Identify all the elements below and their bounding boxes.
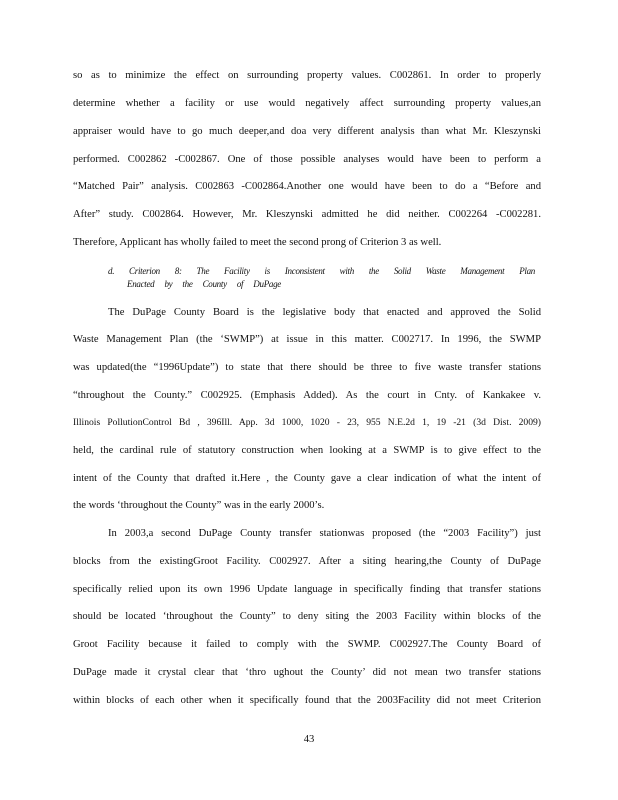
section-heading: d. Criterion 8: The Facility is Inconsistent with the Solid Waste Management Plan: [108, 266, 535, 276]
body-text-line: blocks from the existingGroot Facility. C002927. After a siting hearing,the County of DuPage: [73, 556, 541, 567]
page-number: 43: [303, 734, 315, 745]
body-text-line: should be located ‘throughout the County” to deny siting the 2003 Facility within blocks of the: [73, 611, 541, 622]
body-text-line: DuPage made it crystal clear that ‘thro ughout the County’ did not mean two transfer stations: [73, 667, 541, 678]
body-text-line: Groot Facility because it failed to comply with the SWMP. C002927.The County Board of: [73, 639, 541, 650]
body-text-line: Therefore, Applicant has wholly failed to meet the second prong of Criterion 3 as well.: [73, 237, 442, 248]
citation-line: Illinois PollutionControl Bd , 396Ill. App. 3d 1000, 1020 - 23, 955 N.E.2d 1, 19 -21 (3d Dist. 2009): [73, 417, 541, 428]
section-heading-continuation: Enacted by the County of DuPage: [127, 279, 281, 289]
body-text-line: intent of the County that drafted it.Here , the County gave a clear indication of what the intent of: [73, 473, 541, 484]
body-text-line: performed. C002862 -C002867. One of those possible analyses would have been to perform a: [73, 154, 541, 165]
body-text-line: “throughout the County.” C002925. (Emphasis Added). As the court in Cnty. of Kankakee v.: [73, 390, 541, 401]
body-text-line: The DuPage County Board is the legislative body that enacted and approved the Solid: [108, 307, 541, 318]
body-text-line: was updated(the “1996Update”) to state that there should be three to five waste transfer stations: [73, 362, 541, 373]
body-text-line: In 2003,a second DuPage County transfer stationwas proposed (the “2003 Facility”) just: [108, 528, 541, 539]
body-text-line: specifically relied upon its own 1996 Update language in specifically finding that transfer stations: [73, 584, 541, 595]
body-text-line: within blocks of each other when it specifically found that the 2003Facility did not meet Criterion: [73, 695, 541, 706]
body-text-line: “Matched Pair” analysis. C002863 -C002864.Another one would have been to do a “Before and: [73, 181, 541, 192]
body-text-line: appraiser would have to go much deeper,and doa very different analysis than what Mr. Kleszynski: [73, 126, 541, 137]
body-text-line: so as to minimize the effect on surrounding property values. C002861. In order to properly: [73, 70, 541, 81]
body-text-line: determine whether a facility or use would negatively affect surrounding property values,an: [73, 98, 541, 109]
body-text-line: held, the cardinal rule of statutory construction when looking at a SWMP is to give effect to the: [73, 445, 541, 456]
body-text-line: After” study. C002864. However, Mr. Kleszynski admitted he did neither. C002264 -C002281.: [73, 209, 541, 220]
body-text-line: Waste Management Plan (the ‘SWMP”) at issue in this matter. C002717. In 1996, the SWMP: [73, 334, 541, 345]
body-text-line: the words ‘throughout the County” was in the early 2000’s.: [73, 500, 325, 511]
